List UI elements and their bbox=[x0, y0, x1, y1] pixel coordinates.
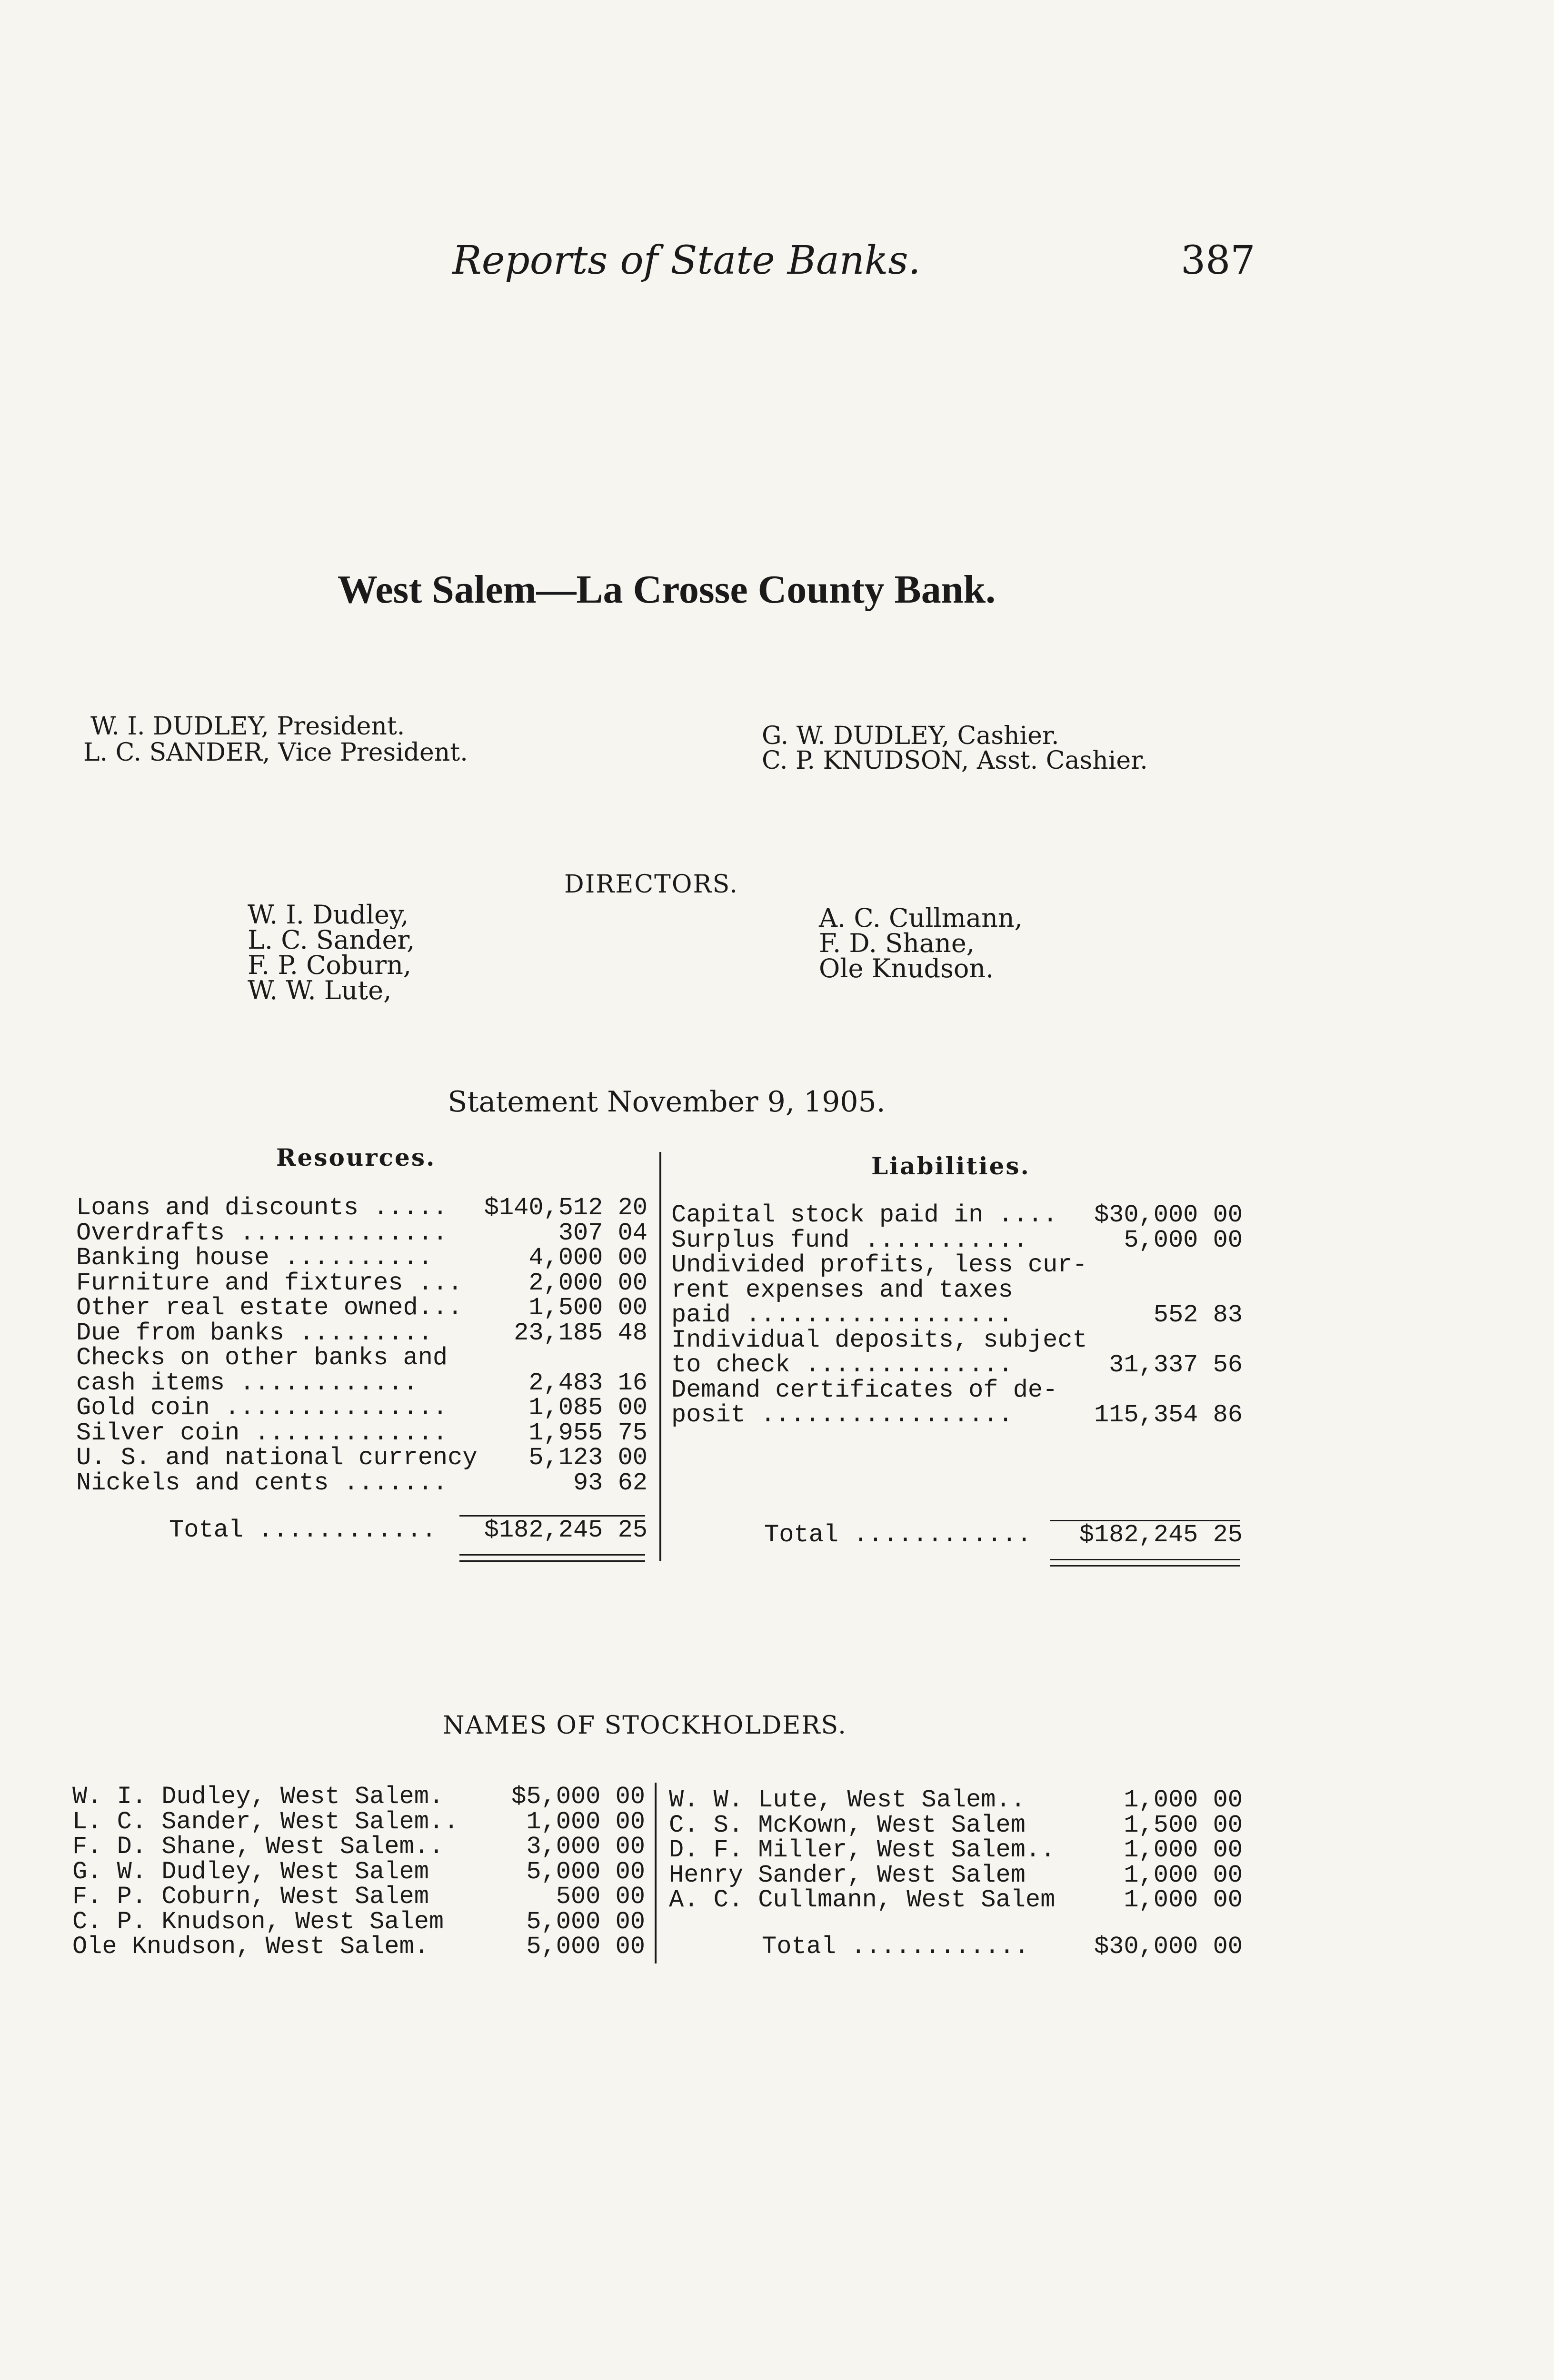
resource-row-amount: 23,185 48 bbox=[514, 1319, 648, 1347]
stockholder-row-amount: $5,000 00 bbox=[511, 1783, 645, 1811]
resource-row-label: Due from banks ......... bbox=[76, 1319, 433, 1347]
liability-row-label: Surplus fund ........... bbox=[671, 1226, 1028, 1254]
resource-row-amount: 4,000 00 bbox=[528, 1244, 648, 1272]
stockholder-row-label: A. C. Cullmann, West Salem bbox=[669, 1886, 1056, 1914]
director: L. C. Sander, bbox=[248, 925, 415, 955]
resource-row-label: Nickels and cents ....... bbox=[76, 1468, 448, 1497]
liability-row-label: Undivided profits, less cur- bbox=[671, 1251, 1087, 1279]
liability-row-label: paid .................. bbox=[671, 1301, 1013, 1329]
liability-row-amount: 115,354 86 bbox=[1094, 1401, 1243, 1429]
officer-cashier: G. W. DUDLEY, Cashier. bbox=[762, 722, 1059, 750]
director: Ole Knudson. bbox=[819, 953, 994, 983]
directors-heading: DIRECTORS. bbox=[564, 870, 738, 899]
liability-row-amount: $30,000 00 bbox=[1094, 1201, 1243, 1229]
stockholder-row-amount: 1,000 00 bbox=[1124, 1836, 1243, 1864]
liability-row-label: rent expenses and taxes bbox=[671, 1276, 1013, 1304]
liability-row-label: Demand certificates of de- bbox=[671, 1376, 1058, 1404]
liabilities-total-label: Total ............ bbox=[764, 1521, 1032, 1549]
double-rule bbox=[1050, 1559, 1240, 1560]
stockholder-row-amount: 5,000 00 bbox=[526, 1933, 645, 1961]
director: W. I. Dudley, bbox=[248, 900, 409, 930]
liabilities-heading: Liabilities. bbox=[871, 1152, 1030, 1180]
resource-row-label: Loans and discounts ..... bbox=[76, 1194, 448, 1222]
officer-president: W. I. DUDLEY, President. bbox=[90, 712, 405, 741]
liability-row-amount: 31,337 56 bbox=[1109, 1351, 1243, 1379]
resource-row-label: Checks on other banks and bbox=[76, 1344, 448, 1372]
officer-asst-cashier: C. P. KNUDSON, Asst. Cashier. bbox=[762, 746, 1148, 775]
resource-row-amount: 2,000 00 bbox=[528, 1269, 648, 1297]
liability-row-amount: 552 83 bbox=[1153, 1301, 1243, 1329]
stockholders-column-divider bbox=[655, 1783, 657, 1964]
resource-row-label: Other real estate owned... bbox=[76, 1294, 463, 1322]
stockholders-total-value: $30,000 00 bbox=[1094, 1933, 1243, 1961]
stockholder-row-label: Ole Knudson, West Salem. bbox=[72, 1933, 429, 1961]
resource-row-label: Banking house .......... bbox=[76, 1244, 433, 1272]
stockholder-row-label: Henry Sander, West Salem bbox=[669, 1861, 1026, 1889]
liabilities-total-value: $182,245 25 bbox=[1079, 1521, 1243, 1549]
statement-heading: Statement November 9, 1905. bbox=[448, 1085, 886, 1119]
resource-row-amount: 93 62 bbox=[573, 1468, 648, 1497]
liability-row-label: Capital stock paid in .... bbox=[671, 1201, 1058, 1229]
resource-row-label: U. S. and national currency bbox=[76, 1444, 478, 1472]
resource-row-label: cash items ............ bbox=[76, 1368, 418, 1397]
director: F. P. Coburn, bbox=[248, 950, 412, 980]
stockholder-row-amount: 1,000 00 bbox=[1124, 1786, 1243, 1814]
stockholders-total-label: Total ............ bbox=[762, 1933, 1029, 1961]
resources-heading: Resources. bbox=[276, 1143, 436, 1171]
resource-row-amount: 1,500 00 bbox=[528, 1294, 648, 1322]
resources-total-label: Total ............ bbox=[169, 1516, 437, 1544]
resource-row-amount: 5,123 00 bbox=[528, 1444, 648, 1472]
stockholder-row-label: C. S. McKown, West Salem bbox=[669, 1811, 1026, 1839]
stockholder-row-label: W. W. Lute, West Salem.. bbox=[669, 1786, 1026, 1814]
liability-row-label: to check .............. bbox=[671, 1351, 1013, 1379]
stockholder-row-label: F. P. Coburn, West Salem bbox=[72, 1883, 429, 1911]
resources-total-value: $182,245 25 bbox=[484, 1516, 648, 1544]
stockholder-row-amount: 1,000 00 bbox=[1124, 1886, 1243, 1914]
stockholders-heading: NAMES OF STOCKHOLDERS. bbox=[443, 1711, 847, 1740]
stockholder-row-label: C. P. Knudson, West Salem bbox=[72, 1907, 444, 1936]
director: W. W. Lute, bbox=[248, 975, 392, 1005]
resource-row-amount: 1,085 00 bbox=[528, 1394, 648, 1422]
statement-column-divider bbox=[659, 1152, 661, 1561]
bank-title: West Salem—La Crosse County Bank. bbox=[337, 567, 996, 612]
double-rule bbox=[1050, 1565, 1240, 1567]
running-header-title: Reports of State Banks. bbox=[452, 238, 921, 283]
resource-row-amount: $140,512 20 bbox=[484, 1194, 648, 1222]
stockholder-row-label: D. F. Miller, West Salem.. bbox=[669, 1836, 1056, 1864]
stockholder-row-label: L. C. Sander, West Salem.. bbox=[72, 1807, 459, 1836]
resource-row-amount: 1,955 75 bbox=[528, 1418, 648, 1447]
stockholder-row-amount: 5,000 00 bbox=[526, 1907, 645, 1936]
resource-row-label: Furniture and fixtures ... bbox=[76, 1269, 463, 1297]
stockholder-row-label: G. W. Dudley, West Salem bbox=[72, 1857, 429, 1886]
page-number: 387 bbox=[1181, 238, 1255, 283]
stockholder-row-amount: 3,000 00 bbox=[526, 1833, 645, 1861]
officer-vice-president: L. C. SANDER, Vice President. bbox=[83, 738, 468, 767]
liability-row-label: Individual deposits, subject bbox=[671, 1326, 1087, 1354]
stockholder-row-amount: 1,000 00 bbox=[1124, 1861, 1243, 1889]
stockholder-row-label: F. D. Shane, West Salem.. bbox=[72, 1833, 444, 1861]
resource-row-label: Gold coin ............... bbox=[76, 1394, 448, 1422]
resource-row-label: Silver coin ............. bbox=[76, 1418, 448, 1447]
resource-row-amount: 2,483 16 bbox=[528, 1368, 648, 1397]
stockholder-row-amount: 5,000 00 bbox=[526, 1857, 645, 1886]
director: F. D. Shane, bbox=[819, 928, 975, 958]
resource-row-label: Overdrafts .............. bbox=[76, 1219, 448, 1247]
resource-row-amount: 307 04 bbox=[558, 1219, 648, 1247]
liability-row-label: posit ................. bbox=[671, 1401, 1013, 1429]
double-rule bbox=[459, 1560, 645, 1562]
stockholder-row-label: W. I. Dudley, West Salem. bbox=[72, 1783, 444, 1811]
stockholder-row-amount: 1,000 00 bbox=[526, 1807, 645, 1836]
liability-row-amount: 5,000 00 bbox=[1124, 1226, 1243, 1254]
double-rule bbox=[459, 1554, 645, 1556]
stockholder-row-amount: 500 00 bbox=[556, 1883, 645, 1911]
director: A. C. Cullmann, bbox=[819, 903, 1023, 933]
stockholder-row-amount: 1,500 00 bbox=[1124, 1811, 1243, 1839]
